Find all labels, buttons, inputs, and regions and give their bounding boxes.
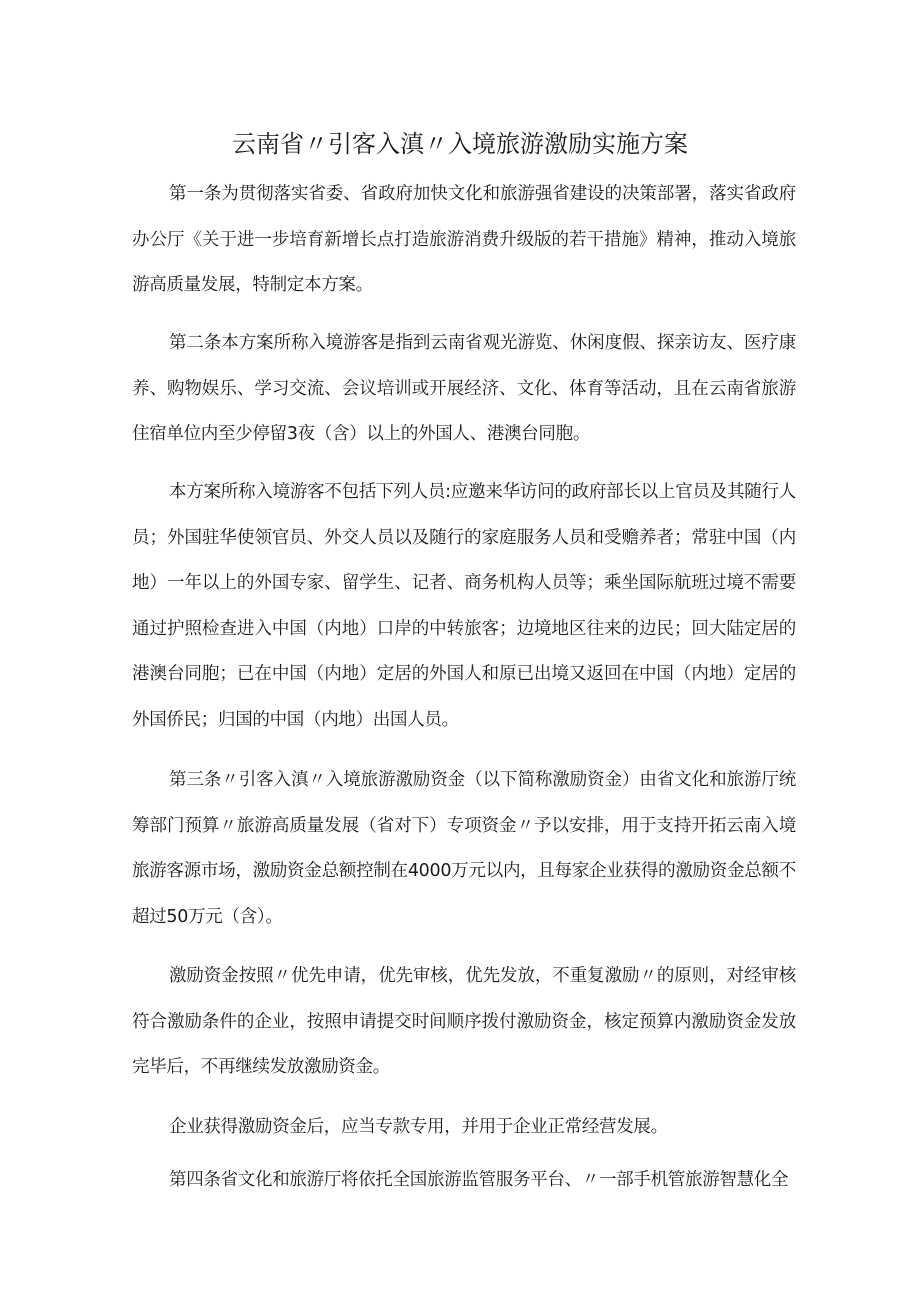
document-title: 云南省〃引客入滇〃入境旅游激励实施方案 xyxy=(232,130,688,158)
paragraph-exclusions: 本方案所称入境游客不包括下列人员:应邀来华访问的政府部长以上官员及其随行人员；外国驻华使领官员、外交人员以及随行的家庭服务人员和受赡养者；常驻中国（内地）一年以上的外国专家、留学生、记者、商务机构人员等；乘坐国际航班过境不需要通过护照检查进入中国（内地）口岸的中转旅客；边境地区往来的边民；回大陆定居的港澳台同胞；已在中国（内地）定居的外国人和原已出境又返回在中国（内地）定居的外国侨民；归国的中国（内地）出国人员。 xyxy=(132,482,796,730)
paragraph-article-2: 第二条本方案所称入境游客是指到云南省观光游览、休闲度假、探亲访友、医疗康养、购物娱乐、学习交流、会议培训或开展经济、文化、体育等活动，且在云南省旅游住宿单位内至少停留3夜（含）以上的外国人、港澳台同胞。 xyxy=(132,333,796,445)
paragraph-funding-usage: 企业获得激励资金后，应当专款专用，并用于企业正常经营发展。 xyxy=(169,1117,668,1137)
paragraph-article-1: 第一条为贯彻落实省委、省政府加快文化和旅游强省建设的决策部署，落实省政府办公厅《关于进一步培育新增长点打造旅游消费升级版的若干措施》精神，推动入境旅游高质量发展，特制定本方案。 xyxy=(132,184,796,296)
paragraph-article-3: 第三条〃引客入滇〃入境旅游激励资金（以下简称激励资金）由省文化和旅游厅统筹部门预算〃旅游高质量发展（省对下）专项资金〃予以安排，用于支持开拓云南入境旅游客源市场，激励资金总额控制在4000万元以内，且每家企业获得的激励资金总额不超过50万元（含）。 xyxy=(132,770,796,927)
paragraph-funding-principle: 激励资金按照〃优先申请，优先审核，优先发放，不重复激励〃的原则，对经审核符合激励条件的企业，按照申请提交时间顺序拨付激励资金，核定预算内激励资金发放完毕后，不再继续发放激励资金。 xyxy=(132,966,796,1078)
paragraph-article-4: 第四条省文化和旅游厅将依托全国旅游监管服务平台、〃一部手机管旅游智慧化全 xyxy=(169,1170,789,1190)
